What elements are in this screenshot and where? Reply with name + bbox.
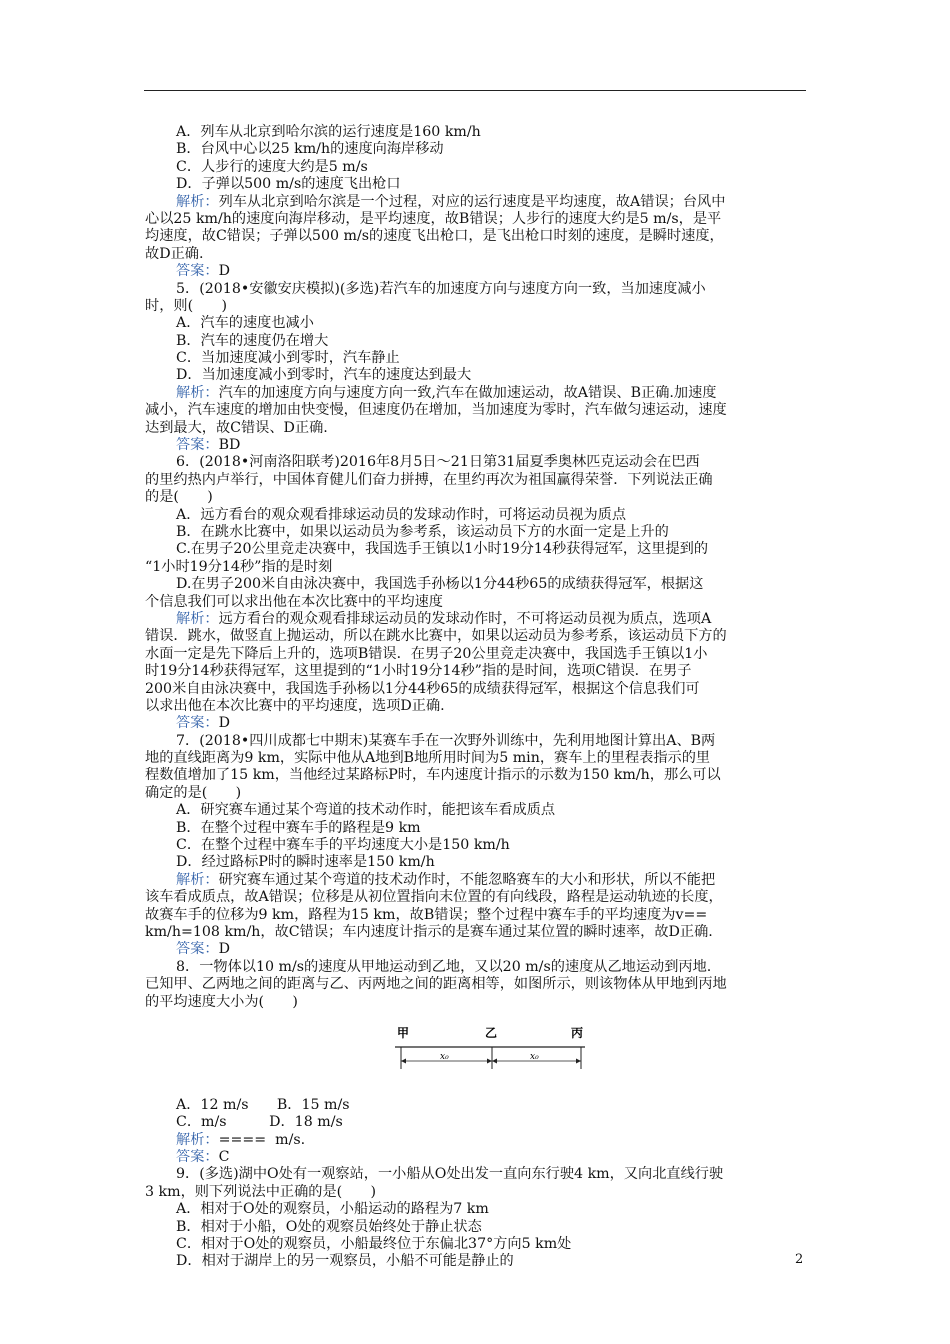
label-prefix: 解析： — [176, 1131, 219, 1148]
line-text: 程数值增加了15 km，当他经过某路标P时，车内速度计指示的示数为150 km/h，那么可以 — [145, 767, 721, 784]
line-text: 已知甲、乙两地之间的距离与乙、丙两地之间的距离相等，如图所示，则该物体从甲地到丙地 — [145, 976, 727, 993]
line-text: 地的直线距离为9 km，实际中他从A地到B地所用时间为5 min，赛车上的里程表指示的里 — [145, 750, 711, 767]
line-text: 汽车的加速度方向与速度方向一致,汽车在做加速运动，故A错误、B正确.加速度 — [218, 384, 717, 401]
text-line — [145, 559, 805, 576]
text-line — [145, 385, 805, 402]
text-line — [145, 333, 805, 350]
place-jia: 甲 — [397, 1025, 410, 1040]
label-prefix: 答案： — [176, 1149, 219, 1166]
text-line — [145, 228, 805, 245]
segment-label-1: x₀ — [440, 1051, 449, 1062]
distance-figure — [145, 1013, 805, 1097]
line-text: 5．(2018•安徽安庆模拟)(多选)若汽车的加速度方向与速度方向一致，当加速度减小 — [176, 280, 706, 297]
text-line — [145, 681, 805, 698]
line-text: D．经过路标P时的瞬时速率是150 km/h — [176, 854, 435, 871]
text-line — [145, 263, 805, 280]
text-line — [145, 750, 805, 767]
text-line — [145, 367, 805, 384]
text-line — [145, 907, 805, 924]
line-text: D.在男子200米自由泳决赛中，我国选手孙杨以1分44秒65的成绩获得冠军，根据这 — [176, 576, 704, 593]
line-text: 该车看成质点，故A错误；位移是从初位置指向末位置的有向线段，路程是运动轨迹的长度， — [145, 889, 723, 906]
line-text: 以求出他在本次比赛中的平均速度，选项D正确. — [145, 697, 445, 714]
line-text: B．相对于小船，O处的观察员始终处于静止状态 — [176, 1218, 482, 1235]
line-text: 故D正确. — [145, 245, 204, 262]
line-text: C．在整个过程中赛车手的平均速度大小是150 km/h — [176, 837, 510, 854]
label-prefix: 解析： — [176, 384, 219, 401]
label-prefix: 解析： — [176, 610, 219, 627]
text-line — [145, 715, 805, 732]
text-line — [145, 994, 805, 1011]
text-line — [145, 1201, 805, 1218]
line-text: B．在跳水比赛中，如果以运动员为参考系，该运动员下方的水面一定是上升的 — [176, 523, 669, 540]
text-line — [145, 976, 805, 993]
text-line — [145, 420, 805, 437]
line-text: B．台风中心以25 km/h的速度向海岸移动 — [176, 141, 444, 158]
line-text: A．研究赛车通过某个弯道的技术动作时，能把该车看成质点 — [176, 802, 556, 819]
text-line — [145, 1184, 805, 1201]
line-text: 错误．跳水，做竖直上抛运动，所以在跳水比赛中，如果以运动员为参考系，该运动员下方的 — [145, 628, 727, 645]
text-line — [145, 646, 805, 663]
text-line — [145, 159, 805, 176]
line-text: 列车从北京到哈尔滨是一个过程，对应的运行速度是平均速度，故A错误；台风中 — [218, 193, 726, 210]
line-text: 水面一定是先下降后上升的，选项B错误．在男子20公里竞走决赛中，我国选手王镇以1小 — [145, 645, 708, 662]
text-line — [145, 350, 805, 367]
line-text: C．人步行的速度大约是5 m/s — [176, 158, 368, 175]
segment-label-2: x₀ — [530, 1051, 539, 1062]
text-line — [145, 315, 805, 332]
line-text: C．相对于O处的观察员，小船最终位于东偏北37°方向5 km处 — [176, 1236, 572, 1253]
text-line — [145, 194, 805, 211]
line-text: C．当加速度减小到零时，汽车静止 — [176, 350, 400, 367]
line-text: 的是( ) — [145, 489, 213, 506]
line-text: 减小，汽车速度的增加由快变慢，但速度仍在增加，当加速度为零时，汽车做匀速运动，速度 — [145, 402, 727, 419]
text-line — [145, 941, 805, 958]
line-text: “1小时19分14秒”指的是时刻 — [145, 558, 333, 575]
text-line — [145, 298, 805, 315]
text-line — [145, 124, 805, 141]
line-text: 个信息我们可以求出他在本次比赛中的平均速度 — [145, 593, 443, 610]
text-line — [145, 176, 805, 193]
text-line — [145, 733, 805, 750]
text-line — [145, 1253, 805, 1270]
text-line — [145, 211, 805, 228]
line-text: 的平均速度大小为( ) — [145, 993, 298, 1010]
text-line — [145, 246, 805, 263]
label-prefix: 答案： — [176, 437, 219, 454]
line-text: ==== m/s. — [218, 1131, 306, 1148]
text-line — [145, 507, 805, 524]
line-text: BD — [218, 437, 241, 454]
text-line — [145, 854, 805, 871]
text-line — [145, 1114, 805, 1131]
line-text: A．远方看台的观众观看排球运动员的发球动作时，可将运动员视为质点 — [176, 506, 627, 523]
text-line — [145, 1132, 805, 1149]
line-text: D．相对于湖岸上的另一观察员，小船不可能是静止的 — [176, 1253, 514, 1270]
text-line — [145, 1097, 805, 1114]
text-line — [145, 698, 805, 715]
line-text: 达到最大，故C错误、D正确. — [145, 419, 328, 436]
line-text: 时，则( ) — [145, 297, 228, 314]
text-line — [145, 889, 805, 906]
text-line — [145, 924, 805, 941]
line-text: 心以25 km/h的速度向海岸移动，是平均速度，故B错误；人步行的速度大约是5 m/s，是平 — [145, 210, 722, 227]
text-line — [145, 628, 805, 645]
text-line — [145, 437, 805, 454]
text-line — [145, 767, 805, 784]
text-line — [145, 141, 805, 158]
place-bing: 丙 — [571, 1025, 584, 1040]
text-line — [145, 959, 805, 976]
line-text: D — [218, 263, 230, 280]
text-line — [145, 663, 805, 680]
text-line — [145, 611, 805, 628]
label-prefix: 答案： — [176, 263, 219, 280]
text-line — [145, 802, 805, 819]
line-text: 确定的是( ) — [145, 784, 242, 801]
text-line — [145, 1166, 805, 1183]
line-text: A．相对于O处的观察员，小船运动的路程为7 km — [176, 1201, 489, 1218]
line-text: 6．(2018•河南洛阳联考)2016年8月5日～21日第31届夏季奥林匹克运动会在巴西 — [176, 454, 700, 471]
text-line — [145, 785, 805, 802]
text-line — [145, 872, 805, 889]
text-line — [145, 472, 805, 489]
page-number: 2 — [795, 1252, 804, 1267]
label-prefix: 解析： — [176, 871, 219, 888]
line-text: 的里约热内卢举行，中国体育健儿们奋力拼搏，在里约再次为祖国赢得荣誉．下列说法正确 — [145, 471, 713, 488]
line-text: B．汽车的速度仍在增大 — [176, 332, 329, 349]
text-line — [145, 454, 805, 471]
line-text: km/h=108 km/h，故C错误；车内速度计指示的是赛车通过某位置的瞬时速率，故D正确. — [145, 923, 713, 940]
text-line — [145, 489, 805, 506]
label-prefix: 答案： — [176, 715, 219, 732]
line-text: A．列车从北京到哈尔滨的运行速度是160 km/h — [176, 124, 481, 140]
text-line — [145, 402, 805, 419]
line-text: C．m/s D．18 m/s — [176, 1114, 343, 1131]
line-text: C — [218, 1149, 230, 1166]
line-text: 时19分14秒获得冠军，这里提到的“1小时19分14秒”指的是时间，选项C错误．在男子 — [145, 663, 692, 680]
text-line — [145, 541, 805, 558]
line-text: D — [218, 715, 230, 732]
line-text: 故赛车手的位移为9 km，路程为15 km，故B错误；整个过程中赛车手的平均速度为v== — [145, 906, 708, 923]
line-text: 3 km，则下列说法中正确的是( ) — [145, 1183, 377, 1200]
line-text: 远方看台的观众观看排球运动员的发球动作时，不可将运动员视为质点，选项A — [218, 610, 712, 627]
line-text: 200米自由泳决赛中，我国选手孙杨以1分44秒65的成绩获得冠军，根据这个信息我们可 — [145, 680, 700, 697]
label-prefix: 答案： — [176, 941, 219, 958]
header-rule — [144, 90, 806, 91]
line-text: 8．一物体以10 m/s的速度从甲地运动到乙地，又以20 m/s的速度从乙地运动到丙地. — [176, 958, 712, 975]
line-text: D．子弹以500 m/s的速度飞出枪口 — [176, 176, 401, 193]
text-line — [145, 820, 805, 837]
page-content — [145, 124, 805, 1271]
line-text: 7．(2018•四川成都七中期末)某赛车手在一次野外训练中，先利用地图计算出A、B两 — [176, 732, 716, 749]
text-line — [145, 1149, 805, 1166]
line-text: A．汽车的速度也减小 — [176, 315, 314, 332]
text-line — [145, 594, 805, 611]
line-text: 9．(多选)湖中O处有一观察站，一小船从O处出发一直向东行驶4 km，又向北直线行驶 — [176, 1166, 724, 1183]
line-text: A．12 m/s B．15 m/s — [176, 1096, 350, 1113]
line-text: B．在整个过程中赛车手的路程是9 km — [176, 819, 421, 836]
line-text: 均速度，故C错误；子弹以500 m/s的速度飞出枪口，是飞出枪口时刻的速度，是瞬时速度， — [145, 228, 724, 245]
place-yi: 乙 — [485, 1025, 498, 1040]
line-text: D — [218, 941, 230, 958]
line-text: D．当加速度减小到零时，汽车的速度达到最大 — [176, 367, 472, 384]
line-text: C.在男子20公里竞走决赛中，我国选手王镇以1小时19分14秒获得冠军，这里提到的 — [176, 541, 709, 558]
text-line — [145, 1236, 805, 1253]
line-text: 研究赛车通过某个弯道的技术动作时，不能忽略赛车的大小和形状，所以不能把 — [218, 871, 716, 888]
text-line — [145, 837, 805, 854]
text-line — [145, 1219, 805, 1236]
text-line — [145, 576, 805, 593]
text-line — [145, 281, 805, 298]
text-line — [145, 524, 805, 541]
label-prefix: 解析： — [176, 193, 219, 210]
